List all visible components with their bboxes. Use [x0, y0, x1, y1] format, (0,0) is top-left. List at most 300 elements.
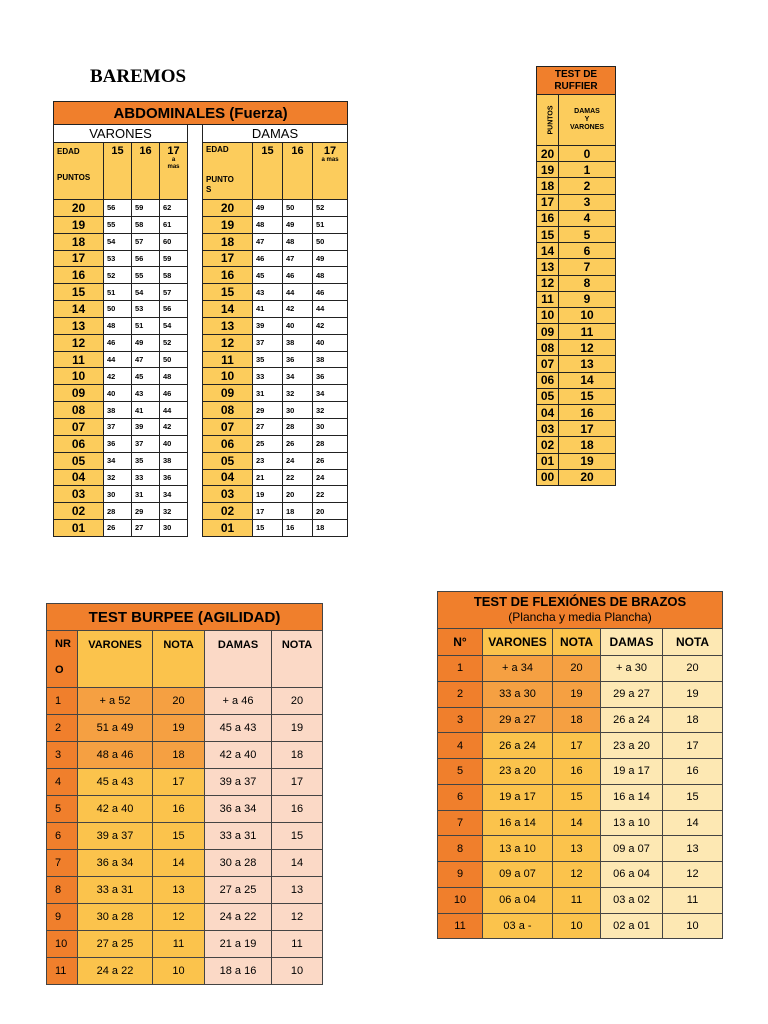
value-cell: 42 [313, 317, 348, 334]
row-number: 8 [438, 836, 483, 862]
table-row [537, 388, 616, 404]
puntos-cell: 07 [54, 418, 104, 435]
flexiones-title [438, 592, 723, 629]
varones-cell: 27 a 25 [78, 931, 153, 958]
dv-line3: VARONES [569, 124, 605, 131]
value-cell: 22 [283, 469, 313, 486]
varones-header: VARONES [483, 629, 553, 656]
varones-cell: + a 52 [78, 688, 153, 715]
damas-header: DAMAS [601, 629, 663, 656]
puntos-cell: 06 [203, 435, 253, 452]
row-number: 3 [47, 742, 78, 769]
value-cell: 37 [132, 435, 160, 452]
nota-cell: 15 [153, 823, 205, 850]
column-gap [188, 233, 203, 250]
value-cell: 33 [132, 469, 160, 486]
table-row [54, 402, 348, 419]
value-cell: 21 [253, 469, 283, 486]
damas-cell: 18 a 16 [205, 958, 272, 985]
table-row [537, 146, 616, 162]
value-cell: 6 [559, 243, 616, 259]
value-cell: 35 [253, 351, 283, 368]
value-cell: 39 [253, 317, 283, 334]
value-cell: 46 [104, 334, 132, 351]
puntos-cell: 09 [537, 324, 559, 340]
value-cell: 18 [283, 503, 313, 520]
table-row [537, 340, 616, 356]
table-row [438, 681, 723, 707]
puntos-cell: 09 [203, 385, 253, 402]
table-row [438, 887, 723, 913]
value-cell: 47 [253, 233, 283, 250]
nota-cell: 12 [153, 904, 205, 931]
puntos-cell: 08 [537, 340, 559, 356]
puntos-cell: 15 [203, 284, 253, 301]
nota-cell: 15 [272, 823, 323, 850]
value-cell: 42 [160, 418, 188, 435]
value-cell: 41 [253, 301, 283, 318]
row-number: 7 [47, 850, 78, 877]
value-cell: 38 [313, 351, 348, 368]
varones-cell: 26 a 24 [483, 733, 553, 759]
value-cell: 46 [253, 250, 283, 267]
nota-cell: 20 [272, 688, 323, 715]
damas-cell: 26 a 24 [601, 707, 663, 733]
puntos-cell: 20 [203, 200, 253, 217]
damas-cell: 45 a 43 [205, 715, 272, 742]
table-row [47, 958, 323, 985]
row-number: 2 [47, 715, 78, 742]
value-cell: 46 [160, 385, 188, 402]
table-row [438, 913, 723, 939]
value-cell: 34 [104, 452, 132, 469]
table-row [537, 194, 616, 210]
table-row [537, 453, 616, 469]
value-cell: 44 [104, 351, 132, 368]
value-cell: 26 [283, 435, 313, 452]
value-cell: 36 [313, 368, 348, 385]
puntos-label-cont: S [206, 185, 212, 194]
table-row [47, 688, 323, 715]
table-row [47, 742, 323, 769]
nota-cell: 17 [553, 733, 601, 759]
value-cell: 12 [559, 340, 616, 356]
puntos-cell: 13 [203, 317, 253, 334]
value-cell: 32 [104, 469, 132, 486]
nota-cell: 10 [153, 958, 205, 985]
value-cell: 37 [253, 334, 283, 351]
value-cell: 42 [283, 301, 313, 318]
varones-cell: 06 a 04 [483, 887, 553, 913]
table-row [438, 784, 723, 810]
column-gap [188, 385, 203, 402]
table-row [537, 324, 616, 340]
puntos-cell: 07 [537, 356, 559, 372]
value-cell: 38 [160, 452, 188, 469]
puntos-cell: 14 [537, 243, 559, 259]
varones-cell: 23 a 20 [483, 759, 553, 785]
damas-cell: 36 a 34 [205, 796, 272, 823]
value-cell: 60 [160, 233, 188, 250]
table-row [54, 418, 348, 435]
row-number: 1 [47, 688, 78, 715]
table-row [438, 733, 723, 759]
value-cell: 18 [313, 520, 348, 537]
flexiones-subtitle: (Plancha y media Plancha) [508, 610, 652, 624]
puntos-cell: 12 [537, 275, 559, 291]
table-row [54, 520, 348, 537]
table-row [54, 435, 348, 452]
row-number: 4 [438, 733, 483, 759]
damas-cell: 27 a 25 [205, 877, 272, 904]
puntos-cell: 14 [203, 301, 253, 318]
nota-cell: 11 [663, 887, 723, 913]
value-cell: 10 [559, 307, 616, 323]
puntos-cell: 03 [537, 421, 559, 437]
puntos-cell: 03 [54, 486, 104, 503]
value-cell: 28 [283, 418, 313, 435]
value-cell: 40 [104, 385, 132, 402]
table-row [54, 233, 348, 250]
value-cell: 13 [559, 356, 616, 372]
table-row [47, 796, 323, 823]
table-row [537, 291, 616, 307]
age-15-header: 15 [104, 143, 132, 200]
dv-line2: Y [584, 116, 590, 123]
value-cell: 49 [132, 334, 160, 351]
value-cell: 32 [283, 385, 313, 402]
puntos-cell: 02 [537, 437, 559, 453]
damas-label: DAMAS [203, 125, 348, 143]
varones-cell: 24 a 22 [78, 958, 153, 985]
table-row [438, 656, 723, 682]
value-cell: 51 [132, 317, 160, 334]
row-number: 3 [438, 707, 483, 733]
puntos-cell: 07 [203, 418, 253, 435]
varones-cell: 13 a 10 [483, 836, 553, 862]
damas-cell: 29 a 27 [601, 681, 663, 707]
table-row [537, 178, 616, 194]
value-cell: 50 [160, 351, 188, 368]
puntos-cell: 17 [203, 250, 253, 267]
value-cell: 18 [559, 437, 616, 453]
table-row [537, 405, 616, 421]
varones-cell: 19 a 17 [483, 784, 553, 810]
value-cell: 11 [559, 324, 616, 340]
puntos-cell: 11 [203, 351, 253, 368]
value-cell: 37 [104, 418, 132, 435]
value-cell: 2 [559, 178, 616, 194]
value-cell: 48 [313, 267, 348, 284]
damas-cell: 30 a 28 [205, 850, 272, 877]
puntos-cell: 19 [54, 216, 104, 233]
value-cell: 48 [253, 216, 283, 233]
nota-cell: 12 [663, 862, 723, 888]
value-cell: 3 [559, 194, 616, 210]
value-cell: 57 [132, 233, 160, 250]
value-cell: 54 [160, 317, 188, 334]
puntos-cell: 05 [54, 452, 104, 469]
nota-cell: 15 [553, 784, 601, 810]
row-number: 7 [438, 810, 483, 836]
value-cell: 58 [132, 216, 160, 233]
edad-puntos-header-varones [54, 143, 104, 200]
burpee-title: TEST BURPEE (AGILIDAD) [47, 604, 323, 631]
value-cell: 45 [132, 368, 160, 385]
table-row [537, 421, 616, 437]
table-row [537, 469, 616, 485]
age-17-label: 17 [323, 145, 337, 157]
varones-cell: 33 a 31 [78, 877, 153, 904]
value-cell: 30 [104, 486, 132, 503]
table-row [537, 259, 616, 275]
varones-cell: 45 a 43 [78, 769, 153, 796]
varones-cell: 16 a 14 [483, 810, 553, 836]
age-15-header: 15 [253, 143, 283, 200]
puntos-cell: 02 [203, 503, 253, 520]
nro-line1: NR [55, 638, 71, 650]
value-cell: 47 [283, 250, 313, 267]
puntos-header [537, 95, 559, 146]
varones-cell: 29 a 27 [483, 707, 553, 733]
value-cell: 57 [160, 284, 188, 301]
row-number: 6 [438, 784, 483, 810]
nota-cell: 19 [663, 681, 723, 707]
value-cell: 30 [283, 402, 313, 419]
value-cell: 48 [283, 233, 313, 250]
puntos-cell: 01 [537, 453, 559, 469]
puntos-cell: 02 [54, 503, 104, 520]
column-gap [188, 317, 203, 334]
abdominales-table [53, 101, 348, 537]
age-17-label: 17 [167, 145, 180, 157]
nota-header: NOTA [153, 631, 205, 688]
nota-cell: 10 [272, 958, 323, 985]
varones-header: VARONES [78, 631, 153, 688]
nota-cell: 13 [153, 877, 205, 904]
value-cell: 29 [132, 503, 160, 520]
table-row [537, 162, 616, 178]
value-cell: 9 [559, 291, 616, 307]
row-number: 11 [47, 958, 78, 985]
nota-cell: 18 [272, 742, 323, 769]
value-cell: 15 [559, 388, 616, 404]
nota-cell: 15 [663, 784, 723, 810]
damas-cell: 16 a 14 [601, 784, 663, 810]
row-number: 5 [438, 759, 483, 785]
column-gap [188, 469, 203, 486]
nota-cell: 16 [553, 759, 601, 785]
burpee-table [46, 603, 323, 985]
value-cell: 46 [313, 284, 348, 301]
nota-cell: 20 [663, 656, 723, 682]
value-cell: 20 [559, 469, 616, 485]
value-cell: 54 [104, 233, 132, 250]
nota-cell: 19 [153, 715, 205, 742]
damas-cell: 42 a 40 [205, 742, 272, 769]
flexiones-title-text: TEST DE FLEXIÓNES DE BRAZOS [473, 594, 687, 609]
table-row [47, 823, 323, 850]
damas-cell: + a 46 [205, 688, 272, 715]
age-17-sub: a mas [167, 157, 180, 170]
value-cell: 36 [283, 351, 313, 368]
puntos-cell: 18 [537, 178, 559, 194]
value-cell: 40 [313, 334, 348, 351]
table-row [54, 351, 348, 368]
damas-cell: 23 a 20 [601, 733, 663, 759]
column-gap [188, 520, 203, 537]
value-cell: 56 [132, 250, 160, 267]
row-number: 10 [438, 887, 483, 913]
value-cell: 50 [104, 301, 132, 318]
abdominales-title: ABDOMINALES (Fuerza) [54, 102, 348, 125]
row-number: 10 [47, 931, 78, 958]
puntos-cell: 04 [54, 469, 104, 486]
value-cell: 30 [160, 520, 188, 537]
value-cell: 23 [253, 452, 283, 469]
nota-cell: 17 [153, 769, 205, 796]
table-row [47, 904, 323, 931]
value-cell: 49 [313, 250, 348, 267]
value-cell: 44 [283, 284, 313, 301]
varones-cell: 36 a 34 [78, 850, 153, 877]
row-number: 11 [438, 913, 483, 939]
nro-line2: O [55, 664, 64, 676]
value-cell: 61 [160, 216, 188, 233]
table-row [47, 715, 323, 742]
puntos-cell: 06 [537, 372, 559, 388]
puntos-label: PUNTOS [547, 105, 555, 135]
nota-cell: 18 [663, 707, 723, 733]
puntos-cell: 20 [54, 200, 104, 217]
value-cell: 24 [283, 452, 313, 469]
nota-cell: 11 [553, 887, 601, 913]
damas-cell: 21 a 19 [205, 931, 272, 958]
value-cell: 25 [253, 435, 283, 452]
value-cell: 49 [283, 216, 313, 233]
column-gap [188, 301, 203, 318]
nota-cell: 11 [153, 931, 205, 958]
value-cell: 47 [132, 351, 160, 368]
puntos-cell: 03 [203, 486, 253, 503]
column-gap [188, 216, 203, 233]
table-row [537, 226, 616, 242]
value-cell: 5 [559, 226, 616, 242]
value-cell: 51 [104, 284, 132, 301]
nota-header: NOTA [553, 629, 601, 656]
damas-cell: + a 30 [601, 656, 663, 682]
nro-header [47, 631, 78, 688]
damas-header: DAMAS [205, 631, 272, 688]
value-cell: 38 [104, 402, 132, 419]
puntos-cell: 18 [54, 233, 104, 250]
varones-cell: + a 34 [483, 656, 553, 682]
nota-cell: 14 [153, 850, 205, 877]
table-row [47, 850, 323, 877]
row-number: 5 [47, 796, 78, 823]
age-17-header [160, 143, 188, 200]
damas-cell: 33 a 31 [205, 823, 272, 850]
table-row [438, 707, 723, 733]
age-16-header: 16 [132, 143, 160, 200]
nota-cell: 20 [153, 688, 205, 715]
puntos-cell: 14 [54, 301, 104, 318]
puntos-cell: 05 [537, 388, 559, 404]
puntos-cell: 10 [54, 368, 104, 385]
puntos-cell: 15 [537, 226, 559, 242]
nota-cell: 14 [663, 810, 723, 836]
value-cell: 17 [559, 421, 616, 437]
value-cell: 62 [160, 200, 188, 217]
puntos-cell: 17 [54, 250, 104, 267]
nota-header: NOTA [272, 631, 323, 688]
table-row [47, 877, 323, 904]
varones-cell: 39 a 37 [78, 823, 153, 850]
edad-label: EDAD [57, 147, 80, 156]
puntos-cell: 13 [54, 317, 104, 334]
table-row [54, 250, 348, 267]
damas-cell: 06 a 04 [601, 862, 663, 888]
value-cell: 40 [160, 435, 188, 452]
table-row [54, 216, 348, 233]
value-cell: 52 [160, 334, 188, 351]
varones-label: VARONES [54, 125, 188, 143]
nota-cell: 13 [553, 836, 601, 862]
value-cell: 34 [313, 385, 348, 402]
value-cell: 50 [283, 200, 313, 217]
age-16-header: 16 [283, 143, 313, 200]
puntos-cell: 09 [54, 385, 104, 402]
value-cell: 7 [559, 259, 616, 275]
table-row [54, 301, 348, 318]
damas-varones-header [559, 95, 616, 146]
value-cell: 56 [104, 200, 132, 217]
value-cell: 43 [253, 284, 283, 301]
table-row [537, 243, 616, 259]
row-number: 6 [47, 823, 78, 850]
value-cell: 29 [253, 402, 283, 419]
table-row [537, 437, 616, 453]
column-gap [188, 200, 203, 217]
puntos-cell: 08 [54, 402, 104, 419]
puntos-cell: 17 [537, 194, 559, 210]
nota-cell: 10 [663, 913, 723, 939]
row-number: 8 [47, 877, 78, 904]
value-cell: 56 [160, 301, 188, 318]
nota-cell: 18 [153, 742, 205, 769]
value-cell: 26 [104, 520, 132, 537]
varones-cell: 42 a 40 [78, 796, 153, 823]
table-row [438, 810, 723, 836]
nota-cell: 13 [663, 836, 723, 862]
value-cell: 36 [160, 469, 188, 486]
nota-cell: 19 [553, 681, 601, 707]
column-gap [188, 351, 203, 368]
puntos-cell: 10 [203, 368, 253, 385]
column-gap [188, 250, 203, 267]
value-cell: 27 [253, 418, 283, 435]
value-cell: 55 [104, 216, 132, 233]
puntos-cell: 13 [537, 259, 559, 275]
value-cell: 53 [104, 250, 132, 267]
table-row [54, 368, 348, 385]
puntos-cell: 18 [203, 233, 253, 250]
value-cell: 30 [313, 418, 348, 435]
column-gap [188, 125, 203, 143]
value-cell: 28 [313, 435, 348, 452]
value-cell: 31 [132, 486, 160, 503]
nota-cell: 18 [553, 707, 601, 733]
